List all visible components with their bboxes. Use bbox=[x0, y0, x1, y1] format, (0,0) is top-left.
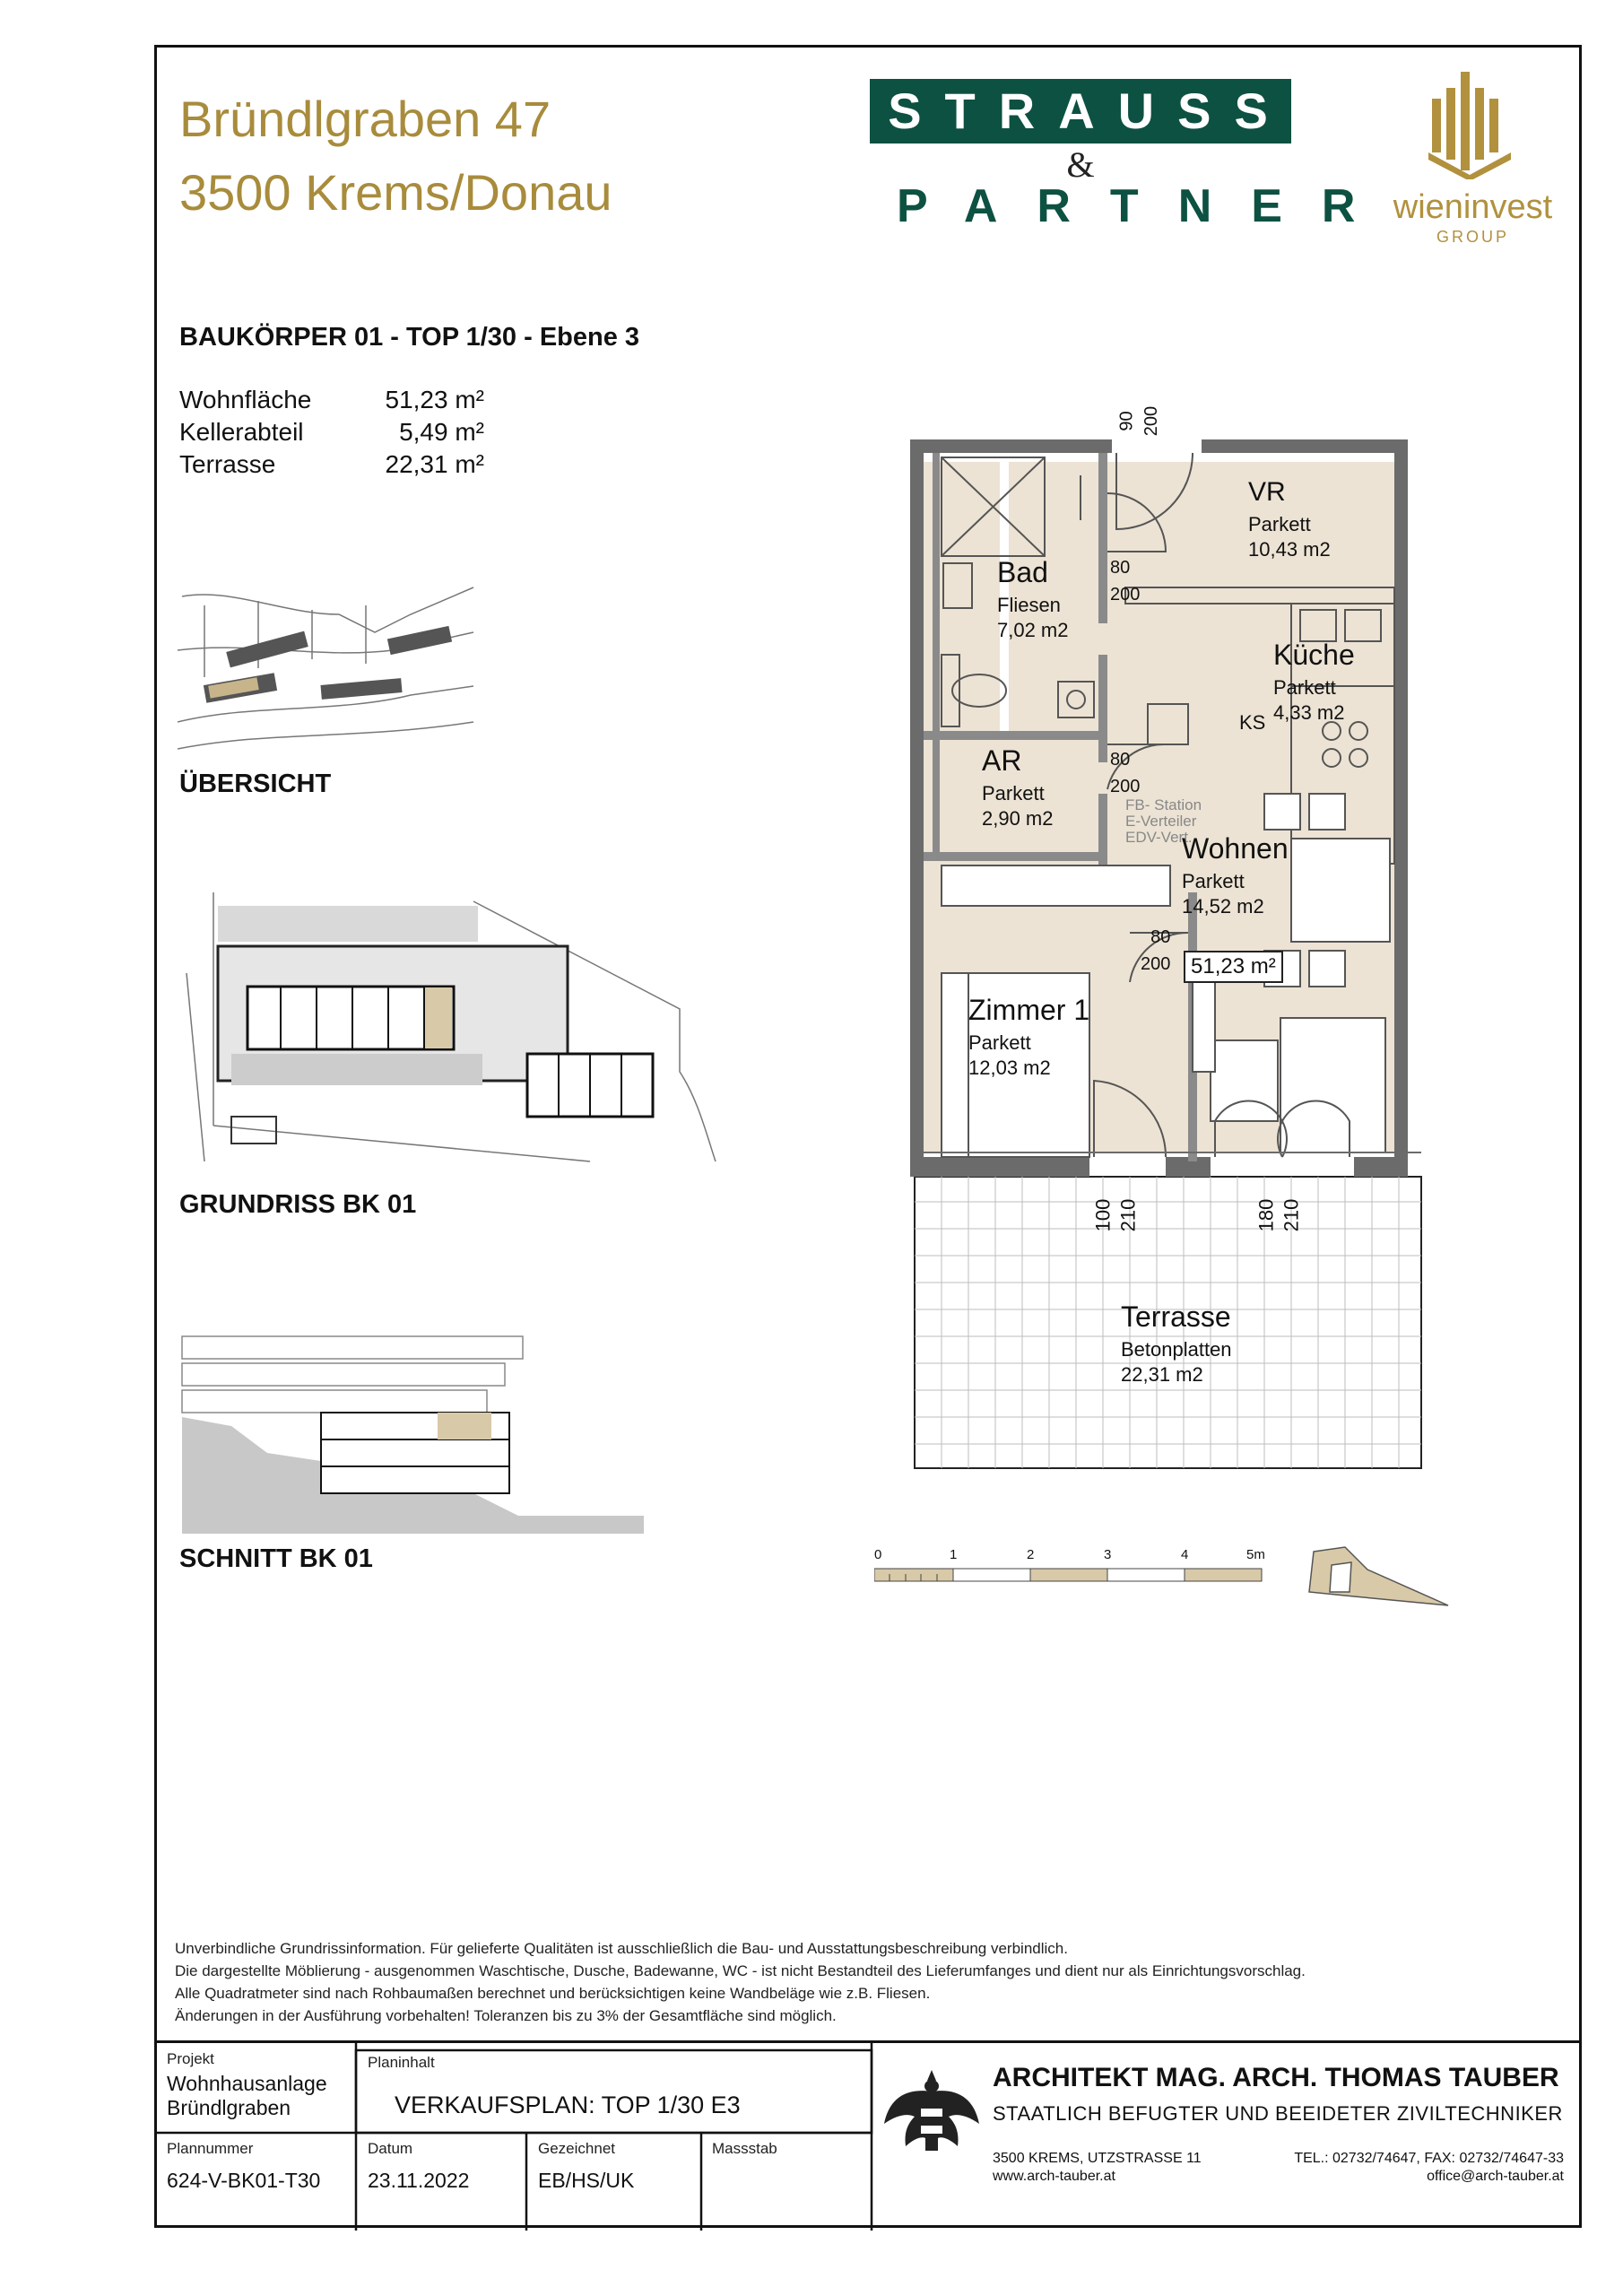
schnitt-label: SCHNITT BK 01 bbox=[179, 1544, 373, 1573]
room-kueche-floor: Parkett bbox=[1273, 676, 1336, 699]
room-terrasse-floor: Betonplatten bbox=[1121, 1338, 1232, 1361]
austrian-eagle-icon bbox=[881, 2061, 984, 2169]
disclaimer bbox=[175, 1937, 1538, 2027]
overview-label: ÜBERSICHT bbox=[179, 770, 332, 798]
plannummer-label: Plannummer bbox=[167, 2140, 254, 2157]
ks-label: KS bbox=[1239, 711, 1266, 734]
scale-tick: 0 bbox=[874, 1547, 882, 1562]
area-value: 5,49 m² bbox=[399, 418, 484, 446]
room-wohnen-area: 14,52 m2 bbox=[1182, 895, 1264, 918]
grundriss-bk01-thumbnail bbox=[178, 892, 725, 1179]
projekt-label: Projekt bbox=[167, 2050, 214, 2067]
datum-value: 23.11.2022 bbox=[368, 2169, 470, 2192]
area-table bbox=[179, 384, 484, 481]
area-value: 22,31 m² bbox=[385, 450, 484, 478]
door-height: 210 bbox=[1116, 1198, 1140, 1232]
entry-door-dims bbox=[1116, 405, 1162, 437]
scale-tick: 5m bbox=[1246, 1547, 1265, 1562]
scale-tick: 1 bbox=[950, 1547, 958, 1562]
wieninvest-wordmark: wieninvest bbox=[1393, 188, 1553, 226]
door-height: 200 bbox=[1141, 405, 1162, 437]
door-width: 180 bbox=[1254, 1198, 1278, 1232]
door-width: 80 bbox=[1110, 750, 1131, 770]
gezeichnet-label: Gezeichnet bbox=[538, 2140, 615, 2157]
room-kueche-name: Küche bbox=[1273, 639, 1355, 671]
disclaimer-line: Unverbindliche Grundrissinformation. Für gelieferte Qualitäten ist ausschließlich die Bau- und Ausstattungsbeschreibung verbindlich. bbox=[175, 1940, 1068, 1957]
room-ar-area: 2,90 m2 bbox=[982, 807, 1054, 830]
scale-tick: 2 bbox=[1027, 1547, 1035, 1562]
floor-plan bbox=[897, 395, 1435, 1498]
room-wohnen-floor: Parkett bbox=[1182, 870, 1245, 892]
area-row bbox=[179, 416, 484, 448]
strauss-partner-logo bbox=[870, 79, 1395, 236]
door-height: 200 bbox=[1110, 585, 1141, 604]
ar-door-dims bbox=[1110, 746, 1140, 800]
area-label: Wohnfläche bbox=[179, 386, 312, 413]
scale-bar bbox=[874, 1547, 1278, 1601]
disclaimer-line: Die dargestellte Möblierung - ausgenommen Waschtische, Dusche, Badewanne, WC - ist nicht Bestandteil des Lieferumfanges und dient nur als Einrichtungsvorschlag. bbox=[175, 1962, 1306, 1979]
title-block bbox=[154, 2040, 1582, 2231]
wieninvest-group: GROUP bbox=[1436, 228, 1509, 246]
door-height: 200 bbox=[1110, 777, 1141, 796]
partner-wordmark: PARTNER bbox=[897, 180, 1395, 232]
door-width: 80 bbox=[1110, 558, 1131, 578]
grundriss-label: GRUNDRISS BK 01 bbox=[179, 1190, 417, 1219]
area-label: Kellerabteil bbox=[179, 418, 304, 446]
room-zimmer-name: Zimmer 1 bbox=[968, 994, 1090, 1026]
schnitt-bk01-thumbnail bbox=[178, 1327, 644, 1534]
room-vr-name: VR bbox=[1248, 477, 1286, 507]
door-height: 210 bbox=[1280, 1198, 1303, 1232]
wieninvest-mark-icon bbox=[1376, 63, 1569, 179]
architect-name: ARCHITEKT MAG. ARCH. THOMAS TAUBER bbox=[993, 2063, 1559, 2092]
area-row bbox=[179, 448, 484, 481]
bad-door-dims bbox=[1110, 554, 1140, 608]
room-bad-floor: Fliesen bbox=[997, 594, 1061, 616]
fb-station-label: FB- Station bbox=[1125, 796, 1202, 813]
scale-bar-graphic bbox=[874, 1567, 1269, 1585]
door-width: 100 bbox=[1091, 1198, 1115, 1232]
unit-heading: BAUKÖRPER 01 - TOP 1/30 - Ebene 3 bbox=[179, 323, 640, 352]
projekt-value-2: Bründlgraben bbox=[167, 2096, 291, 2119]
gezeichnet-value: EB/HS/UK bbox=[538, 2169, 635, 2192]
area-value: 51,23 m² bbox=[385, 386, 484, 413]
room-bad-name: Bad bbox=[997, 556, 1048, 588]
room-terrasse-name: Terrasse bbox=[1121, 1300, 1231, 1333]
wieninvest-logo bbox=[1376, 63, 1569, 251]
area-label: Terrasse bbox=[179, 450, 276, 478]
strauss-ampersand: & bbox=[1066, 144, 1095, 185]
scale-tick: 4 bbox=[1181, 1547, 1189, 1562]
architect-subtitle: STAATLICH BEFUGTER UND BEEIDETER ZIVILTECHNIKER bbox=[993, 2102, 1563, 2125]
overview-site-map bbox=[178, 578, 482, 758]
room-ar-floor: Parkett bbox=[982, 782, 1045, 804]
door-width: 80 bbox=[1150, 927, 1171, 947]
address-line-2: 3500 Krems/Donau bbox=[179, 164, 612, 221]
e-verteiler-label: E-Verteiler bbox=[1125, 813, 1197, 830]
room-kueche-area: 4,33 m2 bbox=[1273, 701, 1345, 724]
room-vr-floor: Parkett bbox=[1248, 513, 1311, 535]
room-bad-area: 7,02 m2 bbox=[997, 619, 1069, 641]
scale-tick: 3 bbox=[1104, 1547, 1112, 1562]
terrace-door-2-dims bbox=[1255, 1184, 1309, 1238]
planinhalt-label: Planinhalt bbox=[368, 2054, 435, 2071]
projekt-value-1: Wohnhausanlage bbox=[167, 2072, 327, 2095]
room-vr-area: 10,43 m2 bbox=[1248, 538, 1331, 561]
architect-email[interactable]: office@arch-tauber.at bbox=[1427, 2169, 1564, 2184]
door-height: 200 bbox=[1141, 954, 1171, 974]
address-line-1: Bründlgraben 47 bbox=[179, 91, 551, 147]
datum-label: Datum bbox=[368, 2140, 413, 2157]
edv-vert-label: EDV-Vert. bbox=[1125, 829, 1193, 846]
room-wohnen-name: Wohnen bbox=[1182, 832, 1289, 865]
disclaimer-line: Alle Quadratmeter sind nach Rohbaumaßen berechnet und berücksichtigen keine Wandbeläge wie z.B. Fliesen. bbox=[175, 1985, 931, 2002]
area-row bbox=[179, 384, 484, 416]
planinhalt-value: VERKAUFSPLAN: TOP 1/30 E3 bbox=[395, 2092, 741, 2118]
architect-web[interactable]: www.arch-tauber.at bbox=[993, 2169, 1115, 2184]
strauss-banner: STRAUSS bbox=[870, 79, 1291, 144]
north-arrow-icon bbox=[1305, 1543, 1457, 1614]
disclaimer-line: Änderungen in der Ausführung vorbehalten! Toleranzen bis zu 3% der Gesamtfläche sind möglich. bbox=[175, 2007, 837, 2024]
zimmer-door-dims bbox=[1141, 924, 1170, 978]
architect-address: 3500 KREMS, UTZSTRASSE 11 bbox=[993, 2151, 1202, 2166]
terrace-door-1-dims bbox=[1092, 1184, 1146, 1238]
room-zimmer-floor: Parkett bbox=[968, 1031, 1031, 1054]
room-ar-name: AR bbox=[982, 744, 1022, 777]
room-terrasse-area: 22,31 m2 bbox=[1121, 1363, 1203, 1386]
massstab-label: Massstab bbox=[712, 2140, 777, 2157]
room-zimmer-area: 12,03 m2 bbox=[968, 1057, 1051, 1079]
door-width: 90 bbox=[1116, 411, 1137, 431]
total-area-box: 51,23 m² bbox=[1184, 951, 1283, 983]
plannummer-value: 624-V-BK01-T30 bbox=[167, 2169, 321, 2192]
architect-phone: TEL.: 02732/74647, FAX: 02732/74647-33 bbox=[1294, 2151, 1564, 2166]
